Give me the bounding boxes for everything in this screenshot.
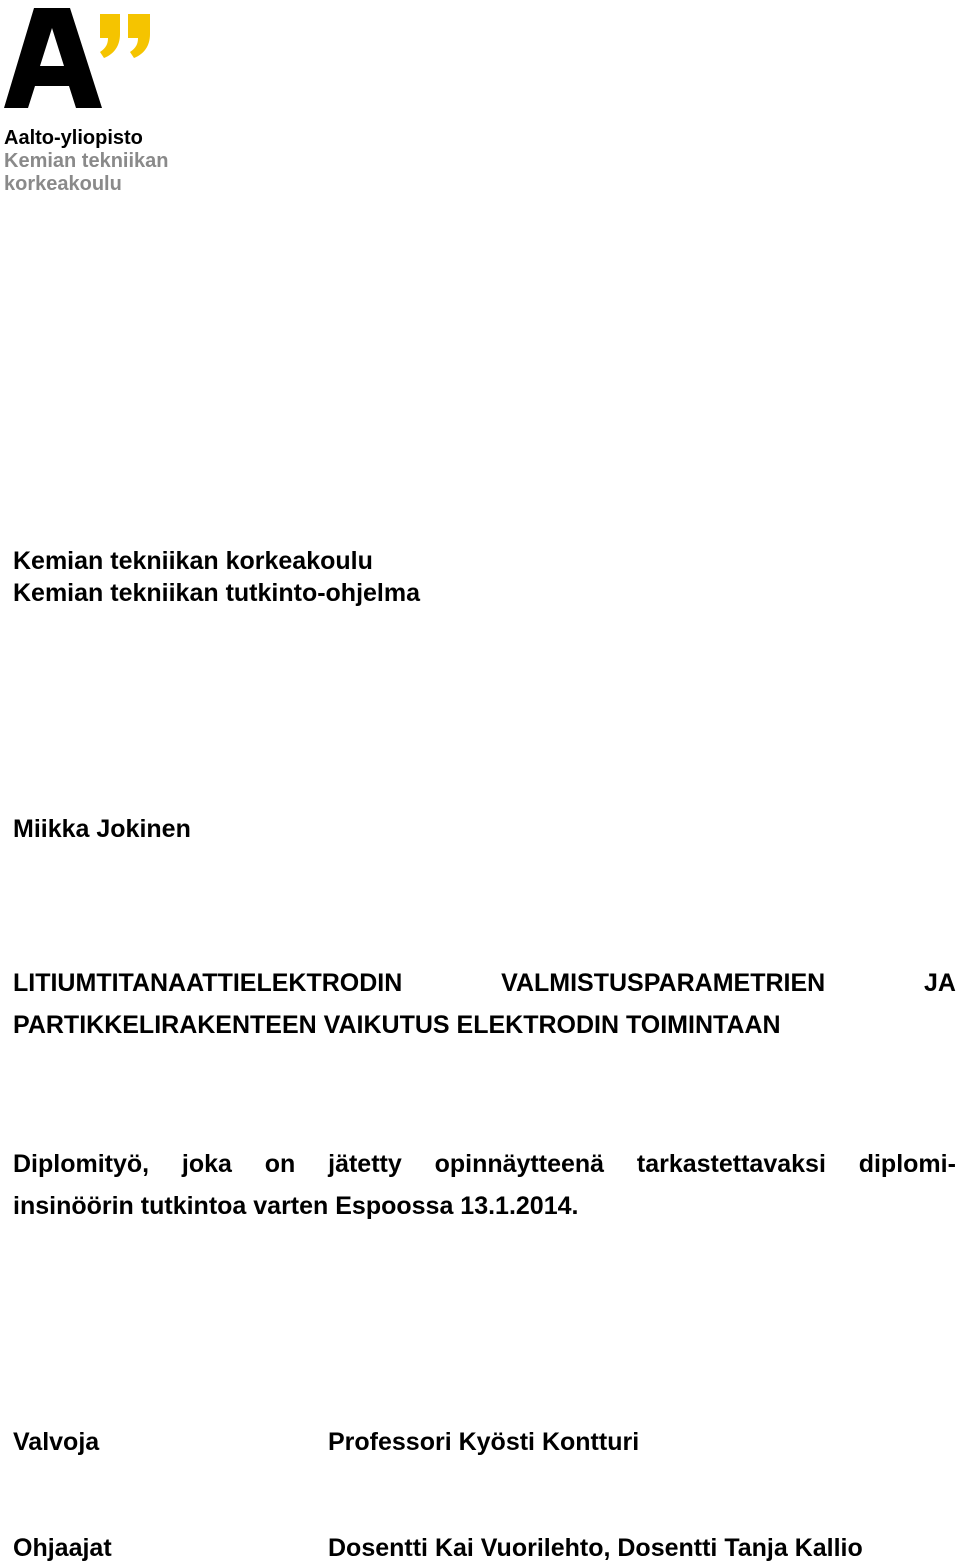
description-word: on bbox=[264, 1150, 296, 1178]
logo-quote-left bbox=[100, 14, 120, 58]
supervisor-name: Professori Kyösti Kontturi bbox=[328, 1428, 640, 1456]
title-word: JA bbox=[924, 969, 956, 997]
description-word: diplomi- bbox=[858, 1150, 956, 1178]
title-word: LITIUMTITANAATTIELEKTRODIN bbox=[13, 969, 403, 997]
logo-line-university: Aalto-yliopisto bbox=[4, 127, 143, 149]
advisors-names: Dosentti Kai Vuorilehto, Dosentti Tanja Kallio bbox=[328, 1534, 863, 1562]
thesis-description-line-2: insinöörin tutkintoa varten Espoossa 13.1.2014. bbox=[13, 1192, 579, 1220]
logo-quote-right bbox=[128, 14, 150, 58]
aalto-logo bbox=[4, 8, 204, 198]
thesis-description-line-1 bbox=[13, 1148, 956, 1180]
author-name: Miikka Jokinen bbox=[13, 815, 191, 843]
description-word: tarkastettavaksi bbox=[636, 1150, 826, 1178]
advisors-label: Ohjaajat bbox=[13, 1534, 112, 1562]
thesis-title-line-1 bbox=[13, 967, 956, 999]
degree-program: Kemian tekniikan tutkinto-ohjelma bbox=[13, 579, 421, 607]
description-word: opinnäytteenä bbox=[434, 1150, 605, 1178]
logo-letter-a bbox=[4, 8, 102, 108]
logo-line-school-1: Kemian tekniikan bbox=[4, 150, 169, 172]
aalto-a-mark-icon bbox=[4, 8, 164, 112]
description-word: jätetty bbox=[328, 1150, 402, 1178]
supervisor-label: Valvoja bbox=[13, 1428, 100, 1456]
title-word: VALMISTUSPARAMETRIEN bbox=[501, 969, 826, 997]
school-name: Kemian tekniikan korkeakoulu bbox=[13, 547, 373, 575]
thesis-title-line-2: PARTIKKELIRAKENTEEN VAIKUTUS ELEKTRODIN TOIMINTAAN bbox=[13, 1011, 781, 1039]
description-word: Diplomityö, bbox=[13, 1150, 150, 1178]
logo-line-school-2: korkeakoulu bbox=[4, 173, 122, 195]
description-word: joka bbox=[181, 1150, 232, 1178]
